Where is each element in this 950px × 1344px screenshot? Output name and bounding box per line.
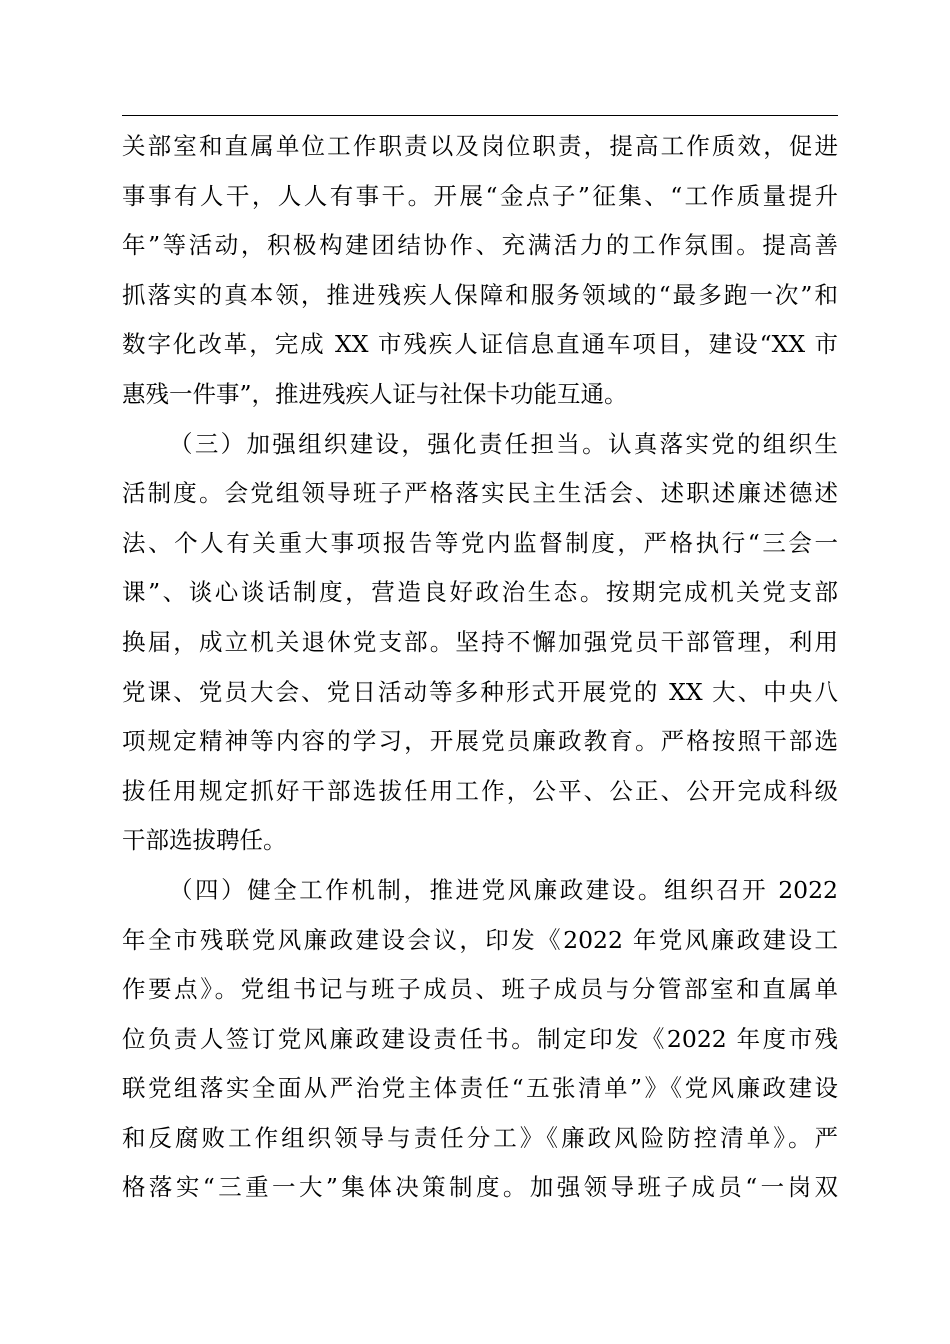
text-line: 项规定精神等内容的学习，开展党员廉政教育。严格按照干部选	[122, 727, 838, 756]
section-heading-line: （四）健全工作机制，推进党风廉政建设。组织召开 2022	[169, 875, 838, 904]
paragraph-responsibilities	[122, 122, 838, 420]
paragraph-organization-building	[122, 420, 838, 866]
text-line: 党课、党员大会、党日活动等多种形式开展党的 XX 大、中央八	[122, 677, 838, 706]
text-line: 格落实“三重一大”集体决策制度。加强领导班子成员“一岗双	[122, 1173, 838, 1202]
section-heading-line: （三）加强组织建设，强化责任担当。认真落实党的组织生	[169, 429, 838, 458]
text-line: 课”、谈心谈话制度，营造良好政治生态。按期完成机关党支部	[122, 578, 838, 607]
text-line: 拔任用规定抓好干部选拔任用工作，公平、公正、公开完成科级	[122, 776, 838, 805]
text-line: 惠残一件事”，推进残疾人证与社保卡功能互通。	[122, 379, 628, 408]
text-line: 关部室和直属单位工作职责以及岗位职责，提高工作质效，促进	[122, 132, 838, 160]
text-line: 数字化改革，完成 XX 市残疾人证信息直通车项目，建设“XX 市	[122, 330, 838, 359]
text-line: 年”等活动，积极构建团结协作、充满活力的工作氛围。提高善	[122, 231, 838, 260]
text-line: 法、个人有关重大事项报告等党内监督制度，严格执行“三会一	[122, 528, 838, 557]
paragraph-work-mechanism	[122, 866, 838, 1213]
text-line: 换届，成立机关退休党支部。坚持不懈加强党员干部管理，利用	[122, 627, 838, 656]
text-line: 联党组落实全面从严治党主体责任“五张清单”》《党风廉政建设	[122, 1074, 838, 1103]
text-line: 和反腐败工作组织领导与责任分工》《廉政风险防控清单》。严	[122, 1123, 838, 1152]
document-body	[122, 122, 838, 1213]
text-line: 年全市残联党风廉政建设会议，印发《2022 年党风廉政建设工	[122, 925, 838, 954]
text-line: 活制度。会党组领导班子严格落实民主生活会、述职述廉述德述	[122, 479, 838, 508]
text-line: 干部选拔聘任。	[122, 826, 287, 855]
text-line: 作要点》。党组书记与班子成员、班子成员与分管部室和直属单	[122, 975, 838, 1004]
text-line: 位负责人签订党风廉政建设责任书。制定印发《2022 年度市残	[122, 1024, 838, 1053]
header-rule	[122, 115, 838, 116]
text-line: 事事有人干，人人有事干。开展“金点子”征集、“工作质量提升	[122, 181, 838, 210]
text-line: 抓落实的真本领，推进残疾人保障和服务领域的“最多跑一次”和	[122, 280, 838, 309]
